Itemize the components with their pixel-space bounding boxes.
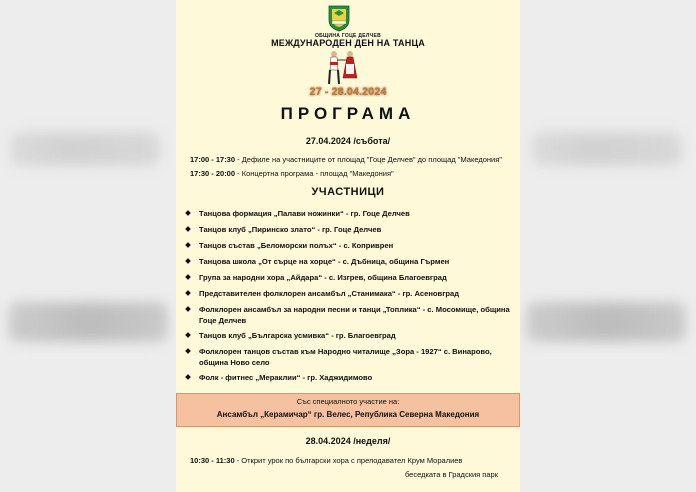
list-item — [186, 256, 511, 267]
participant-text: Фолклорен танцов състав към Народно читалище „Зора - 1927“ с. Винарово, община Ново село — [199, 347, 492, 367]
schedule-time: 10:30 - 11:30 — [190, 456, 235, 465]
special-guest-box — [176, 393, 520, 427]
list-item — [186, 304, 511, 326]
bullet-icon — [185, 226, 191, 232]
blurred-background-right — [520, 0, 696, 492]
participant-text: Танцов клуб „Пиринско злато“ - гр. Гоце Делчев — [199, 225, 382, 234]
folk-dancers-icon — [322, 48, 362, 88]
bullet-icon — [185, 290, 191, 296]
bullet-icon — [185, 274, 191, 280]
municipality-name: ОБЩИНА ГОЦЕ ДЕЛЧЕВ — [314, 33, 382, 39]
day1-date: 27.04.2024 /събота/ — [305, 136, 391, 146]
blurred-band — [8, 302, 168, 342]
blurred-background-left — [0, 0, 176, 492]
participant-text: Представителен фолклорен ансамбъл „Станимака“ - гр. Асеновград — [199, 289, 460, 298]
participant-text: Фолклорен ансамбъл за народни песни и танци „Топлика“ - с. Мосомище, община Гоце Делчев — [199, 305, 510, 325]
bullet-icon — [185, 306, 191, 312]
list-item — [186, 288, 511, 299]
participant-text: Танцова формация „Палави ножинки“ - гр. Гоце Делчев — [199, 209, 410, 218]
schedule-text: - Концертна програма - площад "Македония" — [235, 169, 394, 178]
schedule-text: - Открит урок по български хора с преподавател Крум Моралиев — [234, 456, 463, 465]
participant-text: Танцов клуб „Българска усмивка“ - гр. Благоевград — [199, 331, 396, 340]
list-item — [186, 372, 511, 383]
schedule-time: 17:30 - 20:00 — [190, 169, 236, 178]
bullet-icon — [185, 374, 191, 380]
blurred-band — [10, 132, 160, 166]
program-poster — [176, 0, 520, 492]
list-item — [186, 346, 511, 368]
participant-text: Танцов състав „Беломорски полъх“ - с. Коприврен — [199, 241, 394, 250]
event-title: МЕЖДУНАРОДЕН ДЕН НА ТАНЦА — [271, 38, 425, 48]
list-item — [186, 240, 511, 251]
participant-text: Танцова школа „От сърце на хорце“ - с. Дъбница, община Гърмен — [199, 257, 450, 266]
list-item — [186, 330, 511, 341]
bullet-icon — [185, 210, 191, 216]
event-dates: 27 - 28.04.2024 — [309, 86, 387, 98]
schedule-time: 17:00 - 17:30 — [190, 155, 236, 164]
schedule-text: - Дефиле на участниците от площад "Гоце Делчев" до площад "Македония" — [235, 155, 502, 164]
schedule-location: беседката в Градския парк — [404, 470, 498, 479]
municipality-crest-icon — [327, 4, 351, 32]
blurred-band — [526, 302, 686, 342]
schedule-item — [190, 456, 514, 465]
bullet-icon — [185, 242, 191, 248]
participant-text: Група за народни хора „Айдара“ - с. Изгрев, община Благоевград — [199, 273, 447, 282]
list-item — [186, 224, 511, 235]
list-item — [186, 208, 511, 219]
program-title: ПРОГРАМА — [280, 104, 416, 123]
blurred-band — [532, 132, 682, 166]
schedule-item — [190, 155, 514, 164]
bullet-icon — [185, 332, 191, 338]
special-guest-name: Ансамбъл „Керамичар“ гр. Велес, Република Северна Македония — [216, 410, 480, 419]
schedule-item — [190, 169, 514, 178]
list-item — [186, 272, 511, 283]
bullet-icon — [185, 258, 191, 264]
participants-title: УЧАСТНИЦИ — [311, 186, 385, 198]
special-guest-title: Със специалното участие на: — [296, 397, 400, 406]
bullet-icon — [185, 348, 191, 354]
participant-text: Фолк - фитнес „Мераклии“ - гр. Хаджидимово — [199, 373, 373, 382]
day2-date: 28.04.2024 /неделя/ — [305, 436, 391, 446]
